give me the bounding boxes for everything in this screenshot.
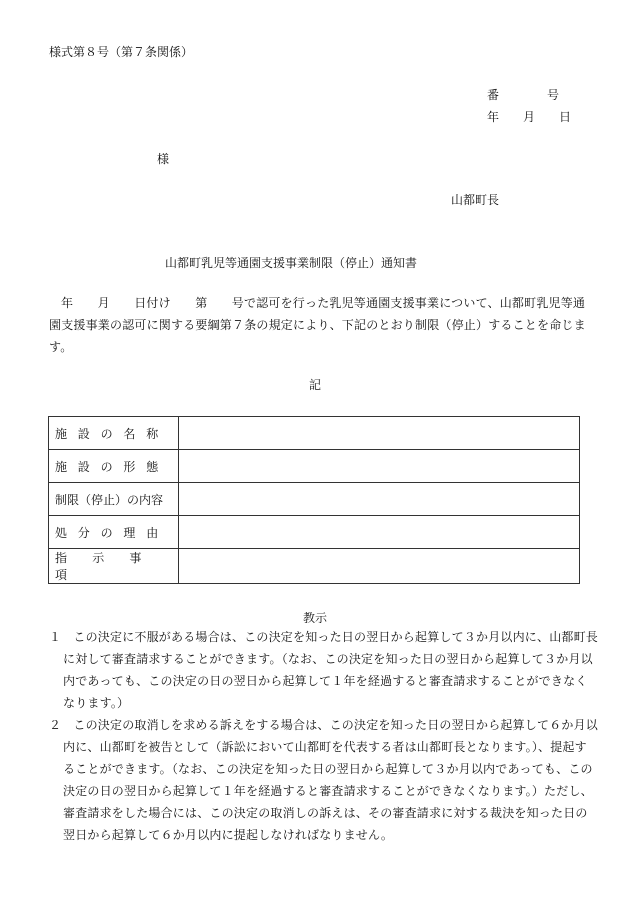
table-row xyxy=(49,516,580,549)
instructions-title: 教示 xyxy=(302,611,327,625)
row-value-facility-type xyxy=(179,450,580,483)
body-paragraph: 年 月 日付け 第 号で認可を行った乳児等通園支援事業について、山都町乳児等通園支援事業の認可に関する要綱第７条の規定により、下記のとおり制限（停止）することを命じます。 xyxy=(49,296,586,354)
row-label-restriction-content: 制限（停止）の内容 xyxy=(49,483,179,516)
ki-heading: 記 xyxy=(308,378,321,392)
row-value-reason xyxy=(179,516,580,549)
document-title: 山都町乳児等通園支援事業制限（停止）通知書 xyxy=(164,256,417,270)
issuer: 山都町長 xyxy=(451,193,500,207)
instruction-item: １ この決定に不服がある場合は、この決定を知った日の翌日から起算して３か月以内に、山都町長に対して審査請求することができます。（なお、この決定を知った日の翌日から起算して３か月以内であっても、この決定の日の翌日から起算して１年を経過すると審査請求することができなくなります。） xyxy=(49,630,599,710)
table-row xyxy=(49,483,580,516)
instruction-item: ２ この決定の取消しを求める訴えをする場合は、この決定を知った日の翌日から起算して６か月以内に、山都町を被告として（訴訟において山都町を代表する者は山都町長となります。）、提起することができます。（なお、この決定を知った日の翌日から起算して３か月以内であっても、この決定の日の翌日から起算して１年を経過すると審査請求することができなくなります。）ただし、審査請求をした場合には、この決定の取消しの訴えは、その審査請求に対する裁決を知った日の翌日から起算して６か月以内に提起しなければなりません。 xyxy=(49,718,599,842)
form-number: 様式第８号（第７条関係） xyxy=(49,45,194,59)
table-row xyxy=(49,549,580,584)
row-label-reason: 処分の理由 xyxy=(49,516,179,549)
row-value-facility-name xyxy=(179,417,580,450)
table-row xyxy=(49,417,580,450)
row-label-facility-name: 施設の名称 xyxy=(49,417,179,450)
row-label-facility-type: 施設の形態 xyxy=(49,450,179,483)
row-value-instructions xyxy=(179,549,580,584)
info-table xyxy=(48,416,580,584)
document-number: 番 号 xyxy=(487,88,560,102)
table-row xyxy=(49,450,580,483)
document-date: 年 月 日 xyxy=(487,110,572,124)
row-label-instructions: 指示事項 xyxy=(49,549,179,584)
row-value-restriction-content xyxy=(179,483,580,516)
addressee: 様 xyxy=(157,152,170,166)
